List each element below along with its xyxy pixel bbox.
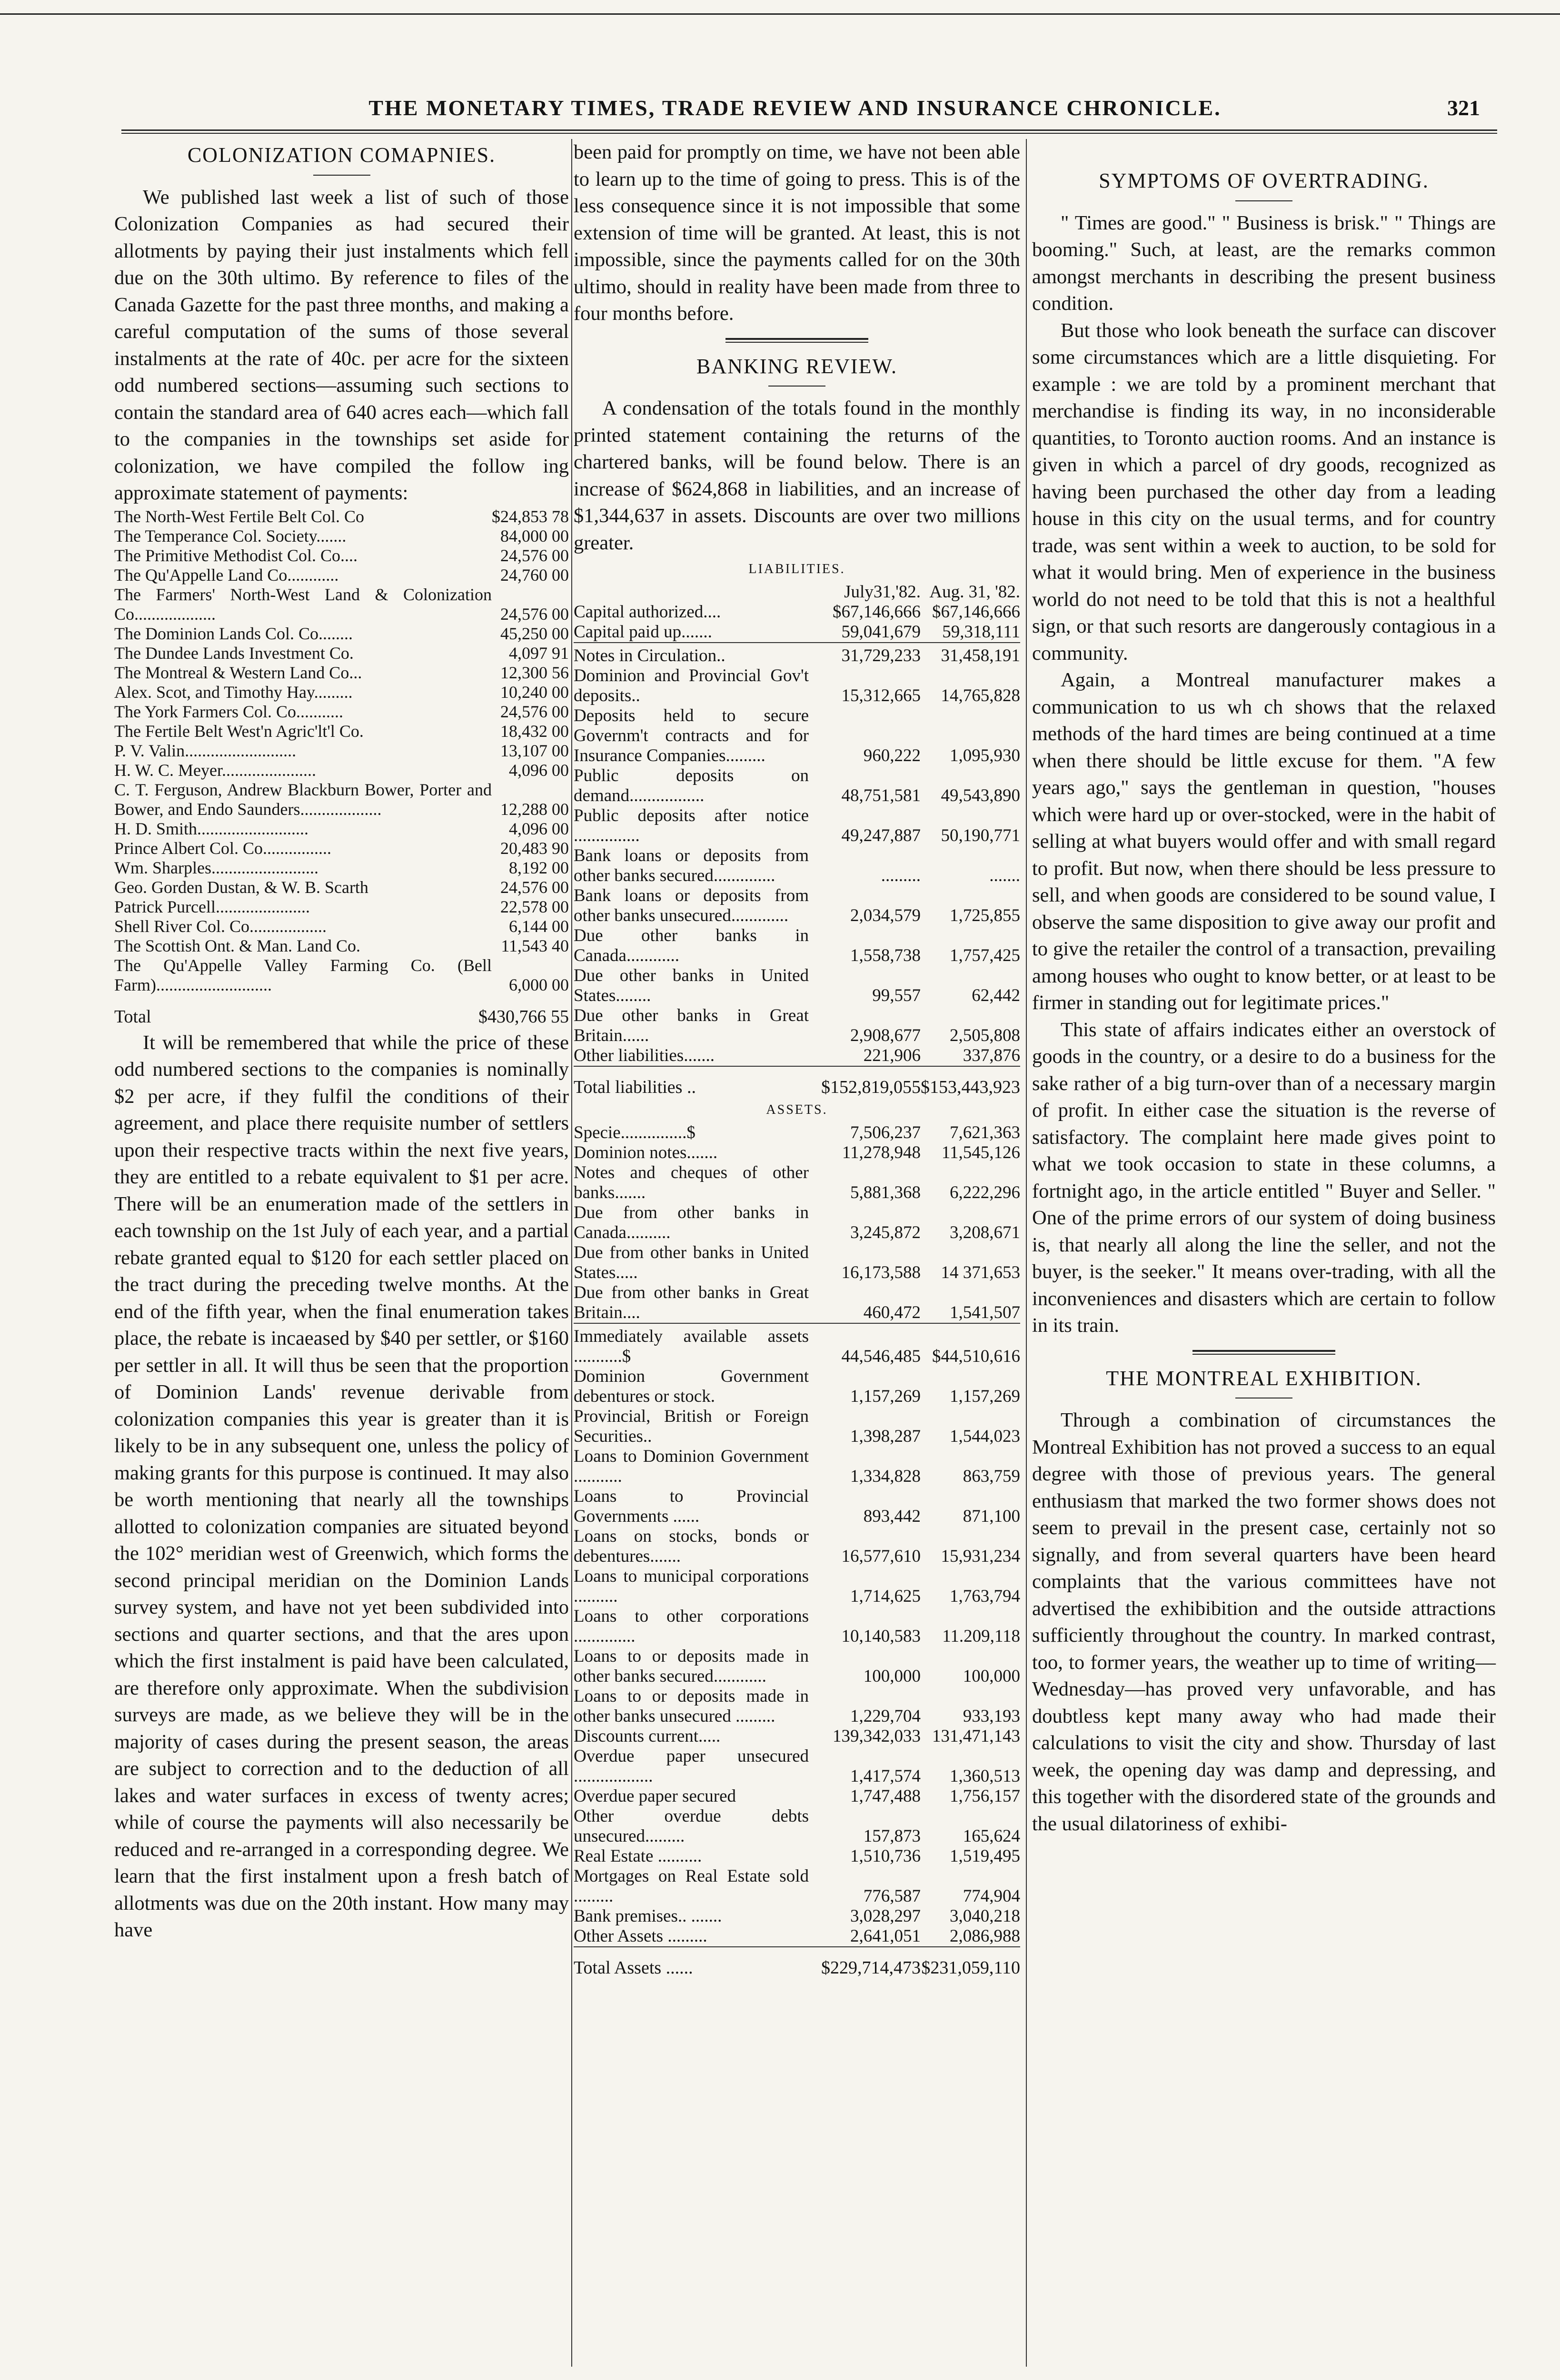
bank-row-label: Mortgages on Real Estate sold ......... — [574, 1866, 809, 1906]
bank-value-aug: 100,000 — [963, 1666, 1020, 1686]
bank-row-label: Immediately available assets ...........$ — [574, 1327, 809, 1366]
payment-amount: 11,543 40 — [501, 936, 569, 955]
section-rule — [1192, 1350, 1335, 1355]
payment-row — [114, 644, 569, 663]
bank-value-aug: 3,208,671 — [950, 1223, 1020, 1242]
payment-row — [114, 761, 569, 780]
bank-row-label: Public deposits after notice ............... — [574, 806, 809, 845]
bank-value-july: 1,747,488 — [850, 1786, 921, 1806]
bank-row-label: Capital paid up....... — [574, 622, 712, 642]
payment-company: The Qu'Appelle Valley Farming Co. (Bell Farm)........................... — [114, 955, 492, 994]
colonization-intro: We published last week a list of such of those Colonization Companies as had secured their allotments by paying their just instalments which fell due on the 30th ultimo. By reference to files of the Canada Gazette for the past three months, and making a careful computation of the sums of those several instalments at the rate of 40c. per acre for the sixteen odd numbered sections—assuming such sections to contain the standard area of 640 acres each—which fall to the companies in the townships set aside for colonization, we have compiled the follow ing approximate statement of payments: — [114, 186, 569, 504]
running-header: THE MONETARY TIMES, TRADE REVIEW AND INSURANCE CHRONICLE. — [368, 96, 1222, 120]
bank-value-aug: 1,095,930 — [950, 746, 1020, 765]
payment-row — [114, 624, 569, 644]
bank-value-july: 59,041,679 — [841, 622, 921, 642]
bank-row — [574, 1527, 1020, 1567]
bank-value-july: 16,173,588 — [841, 1263, 921, 1282]
bank-rule — [574, 1066, 1020, 1070]
payment-row — [114, 936, 569, 956]
payment-amount: 24,576 00 — [500, 702, 569, 721]
bank-row — [574, 926, 1020, 966]
section-label: LIABILITIES. — [748, 562, 845, 576]
bank-row-label: Due other banks in Canada............ — [574, 926, 809, 965]
page-number: 321 — [1447, 96, 1480, 120]
payment-row — [114, 878, 569, 897]
bank-row-label: Notes in Circulation.. — [574, 646, 725, 665]
bank-value-aug: 62,442 — [972, 986, 1020, 1005]
payment-amount: 6,000 00 — [509, 975, 569, 994]
column-1 — [114, 139, 569, 1944]
bank-row-label: Due from other banks in Canada.......... — [574, 1203, 809, 1242]
payment-row — [114, 663, 569, 683]
payment-amount: 18,432 00 — [500, 721, 569, 741]
payment-company: H. D. Smith.......................... — [114, 819, 309, 838]
payment-amount: 45,250 00 — [500, 624, 569, 643]
bank-row-label: Notes and cheques of other banks....... — [574, 1163, 809, 1202]
bank-value-aug: 2,086,988 — [950, 1926, 1020, 1946]
bank-value-july: 1,510,736 — [850, 1846, 921, 1866]
payment-company: P. V. Valin.......................... — [114, 741, 297, 760]
payment-row — [114, 585, 569, 624]
banking-heading: BANKING REVIEW. — [696, 354, 897, 378]
payment-amount: 12,288 00 — [500, 799, 569, 819]
bank-row-label: Other Assets ......... — [574, 1926, 707, 1946]
bank-row — [574, 1926, 1020, 1947]
bank-value-aug: 1,756,157 — [950, 1786, 1020, 1806]
bank-row — [574, 1163, 1020, 1203]
bank-row-label: Loans to Dominion Government ........... — [574, 1447, 809, 1486]
bank-row — [574, 766, 1020, 806]
bank-row-label: Overdue paper secured — [574, 1786, 736, 1806]
bank-row — [574, 1806, 1020, 1846]
payment-company: Wm. Sharples......................... — [114, 858, 318, 877]
bank-row — [574, 1367, 1020, 1407]
bank-value-july: 44,546,485 — [841, 1347, 921, 1366]
payment-amount: 4,096 00 — [509, 760, 569, 780]
bank-row — [574, 886, 1020, 926]
bank-value-aug: 7,621,363 — [950, 1123, 1020, 1142]
bank-value-aug: 131,471,143 — [932, 1726, 1020, 1746]
bank-value-july: 7,506,237 — [850, 1123, 921, 1142]
bank-row-label: Loans to municipal corporations .......... — [574, 1567, 809, 1606]
rule-cell — [574, 643, 1020, 646]
bank-row — [574, 646, 1020, 666]
bank-row-label: Bank loans or deposits from other banks unsecured............. — [574, 886, 809, 925]
payment-row — [114, 858, 569, 878]
short-rule — [1235, 200, 1292, 201]
short-rule — [313, 175, 370, 176]
payment-company: The Scottish Ont. & Man. Land Co. — [114, 936, 360, 955]
bank-row — [574, 1950, 1020, 1978]
bank-value-july: 893,442 — [863, 1507, 921, 1526]
bank-row — [574, 1567, 1020, 1606]
payment-amount: 24,760 00 — [500, 565, 569, 585]
bank-row-label: Due from other banks in United States..... — [574, 1243, 809, 1282]
bank-row-label: Dominion notes....... — [574, 1143, 718, 1162]
bank-value-july: 157,873 — [863, 1826, 921, 1846]
column-3 — [1032, 139, 1496, 1837]
bank-row — [574, 602, 1020, 622]
bank-value-aug: 1,763,794 — [950, 1587, 1020, 1606]
payments-total — [114, 1000, 569, 1027]
bank-value-aug: 59,318,111 — [942, 622, 1020, 642]
payment-amount: 8,192 00 — [509, 858, 569, 877]
payment-company: Alex. Scot, and Timothy Hay......... — [114, 682, 353, 702]
payment-amount: 20,483 90 — [500, 838, 569, 858]
payment-amount: 24,576 00 — [500, 604, 569, 624]
bank-row-label: Specie...............$ — [574, 1123, 696, 1142]
bank-row-label: Loans to or deposits made in other banks unsecured ......... — [574, 1686, 809, 1726]
payment-row — [114, 741, 569, 761]
col-head-july: July31,'82. — [844, 582, 921, 602]
payment-company: The Farmers' North-West Land & Colonization Co................... — [114, 585, 492, 624]
payment-company: Geo. Gorden Dustan, & W. B. Scarth — [114, 877, 368, 897]
bank-value-july: 16,577,610 — [841, 1547, 921, 1566]
payment-row — [114, 897, 569, 917]
bank-table — [574, 556, 1020, 1978]
bank-row — [574, 1846, 1020, 1866]
payment-row — [114, 839, 569, 858]
bank-value-aug: 14,765,828 — [941, 686, 1020, 705]
bank-row-label: Loans on stocks, bonds or debentures....... — [574, 1527, 809, 1566]
banking-intro: A condensation of the totals found in the monthly printed statement containing the returns of the chartered banks, will be found below. There is an increase of $624,868 in liabilities, and an increase of $1,344,637 in assets. Discounts are over two millions greater. — [574, 397, 1020, 554]
bank-row-label: Deposits held to secure Governm't contracts and for Insurance Companies......... — [574, 706, 809, 765]
payment-company: H. W. C. Meyer...................... — [114, 760, 317, 780]
payment-row — [114, 565, 569, 585]
bank-row-label: Due other banks in Great Britain...... — [574, 1006, 809, 1045]
bank-value-aug: 1,360,513 — [950, 1766, 1020, 1786]
bank-value-july: 776,587 — [863, 1886, 921, 1906]
payment-company: The York Farmers Col. Co........... — [114, 702, 344, 721]
bank-value-july: 99,557 — [872, 986, 921, 1005]
bank-value-july: $67,146,666 — [833, 602, 921, 622]
overtrading-paragraph: But those who look beneath the surface can discover some circumstances which are a little disquieting. For example : we are told by a prominent merchant that merchandise is finding its way, in no inconsiderable quantities, to Toronto auction rooms. And an instance is given in which a parcel of dry goods, recognized as having been purchased the other day from a leading house in this city on the usual terms, and for country trade, was sent within a week to auction, to be sold for what it would bring. Men of experience in the business world do not need to be told that this is not a healthful sign, or that such resorts are dangerously contagious in a community. — [1032, 319, 1496, 664]
bank-row — [574, 1447, 1020, 1487]
colonization-heading: COLONIZATION COMAPNIES. — [187, 143, 496, 167]
bank-row — [574, 1606, 1020, 1646]
overtrading-paragraph: This state of affairs indicates either an overstock of goods in the country, or a desire to do a business for the sake rather of a big turn-over than of a necessary margin of profit. In either case the situation is the reverse of satisfactory. The complaint here made gives point to what we took occasion to state in these columns, a fortnight ago, in the article entitled " Buyer and Seller. " One of the prime errors of our system of doing business is, that nearly all along the line the seller, and not the buyer, is the seeker." It means over-trading, with all the inconveniences and disasters which are certain to follow in its train. — [1032, 1018, 1496, 1337]
bank-row — [574, 1327, 1020, 1367]
bank-rule — [574, 643, 1020, 646]
bank-row-label: Provincial, British or Foreign Securities.. — [574, 1407, 809, 1446]
bank-value-july: 139,342,033 — [833, 1726, 921, 1746]
section-rule — [725, 338, 868, 343]
bank-value-aug: 863,759 — [963, 1467, 1020, 1486]
bank-value-july: 2,641,051 — [850, 1926, 921, 1946]
bank-value-aug: 165,624 — [963, 1826, 1020, 1846]
bank-row — [574, 1143, 1020, 1163]
bank-value-aug: $44,510,616 — [932, 1347, 1020, 1366]
bank-value-aug: 3,040,218 — [950, 1906, 1020, 1926]
total-label: Total — [114, 1006, 151, 1027]
bank-value-july: ......... — [881, 866, 921, 885]
payment-amount: 22,578 00 — [500, 897, 569, 916]
bank-value-july: 31,729,233 — [841, 646, 921, 665]
bank-value-aug: 1,541,507 — [950, 1303, 1020, 1322]
bank-value-aug: 1,544,023 — [950, 1427, 1020, 1446]
bank-value-july: 1,417,574 — [850, 1766, 921, 1786]
bank-value-july: 5,881,368 — [850, 1183, 921, 1202]
bank-row-label: Public deposits on demand................. — [574, 766, 809, 805]
bank-value-aug: 1,757,425 — [950, 946, 1020, 965]
payment-amount: 12,300 56 — [500, 663, 569, 682]
bank-section-title — [574, 1097, 1020, 1123]
bank-value-july: 1,229,704 — [850, 1706, 921, 1726]
bank-value-july: 3,245,872 — [850, 1223, 921, 1242]
overtrading-paragraph: " Times are good." " Business is brisk." " Things are booming." Such, at least, are the remarks common amongst merchants in describing the present business condition. — [1032, 211, 1496, 315]
bank-row-label: Total Assets ...... — [574, 1958, 693, 1978]
bank-row — [574, 1786, 1020, 1806]
short-rule — [768, 386, 825, 387]
overtrading-heading: SYMPTOMS OF OVERTRADING. — [1099, 169, 1429, 192]
bank-row-label: Due from other banks in Great Britain.... — [574, 1283, 809, 1322]
blank-cell — [574, 582, 809, 602]
colonization-body: It will be remembered that while the price of these odd numbered sections to the companies is nominally $2 per acre, if they fulfil the conditions of their agreement, and place there requisite number of settlers upon their respective tracts within the next five years, they are entitled to a rebate equivalent to $1 per acre. There will be an enumeration made of the settlers in each township on the 1st July of each year, and a partial rebate granted equal to $120 for each settler placed on the tract during the preceding twelve months. At the end of the fifth year, when the final enumeration takes place, the rebate is incaeased by $40 per settler, or $160 per settler in all. It will thus be seen that the proportion of Dominion Lands' revenue derivable from colonization companies this year is greater than it is likely to be in any subsequent one, unless the policy of making grants for this purpose is continued. It may also be worth mentioning that nearly all the townships allotted to colonization companies are situated beyond the 102° meridian west of Greenwich, which forms the second principal meridian on the Dominion Lands survey system, and have not yet been subdivided into sections and quarter sections, and that the ares upon which the first instalment is paid have been calculated, are therefore only approximate. When the subdivision surveys are made, as we believe they will be in the majority of cases during the present season, the areas are subject to correction and to the deduction of all lakes and water surfaces in excess of twenty acres; while of course the payments will also necessarily be reduced and re-arranged in a corresponding degree. We learn that the first instalment upon a fresh batch of allotments was due on the 20th instant. How many may have — [114, 1031, 569, 1941]
bank-row — [574, 1070, 1020, 1097]
bank-value-aug: 50,190,771 — [941, 826, 1020, 845]
bank-row-label: Total liabilities .. — [574, 1077, 696, 1097]
payment-company: The North-West Fertile Belt Col. Co — [114, 506, 365, 526]
bank-value-july: 49,247,887 — [841, 826, 921, 845]
bank-value-july: 960,222 — [863, 746, 921, 765]
bank-value-july: 460,472 — [863, 1303, 921, 1322]
bank-value-aug: 11.209,118 — [942, 1626, 1020, 1646]
rule-cell — [574, 1947, 1020, 1950]
bank-row — [574, 1906, 1020, 1926]
bank-value-aug: 871,100 — [963, 1507, 1020, 1526]
bank-row-label: Dominion Government debentures or stock. — [574, 1367, 809, 1406]
bank-row-label: Dominion and Provincial Gov't deposits.. — [574, 666, 809, 705]
bank-body — [574, 556, 1020, 1978]
bank-row — [574, 1243, 1020, 1283]
payment-company: The Primitive Methodist Col. Co.... — [114, 545, 358, 565]
bank-value-july: 1,398,287 — [850, 1427, 921, 1446]
bank-row-label: Loans to Provincial Governments ...... — [574, 1487, 809, 1526]
bank-row-label: Real Estate .......... — [574, 1846, 702, 1866]
payment-amount: 4,096 00 — [509, 819, 569, 838]
col-head-aug: Aug. 31, '82. — [929, 582, 1020, 602]
overtrading-body — [1032, 210, 1496, 1339]
payment-row — [114, 819, 569, 839]
bank-rule — [574, 1323, 1020, 1327]
rule-cell — [574, 1066, 1020, 1070]
bank-value-aug: 774,904 — [963, 1886, 1020, 1906]
bank-row-label: Bank loans or deposits from other banks secured.............. — [574, 846, 809, 885]
bank-row — [574, 1203, 1020, 1243]
bank-row — [574, 1046, 1020, 1066]
section-label: ASSETS. — [766, 1102, 828, 1117]
bank-row — [574, 806, 1020, 846]
bank-row-label: Other liabilities....... — [574, 1046, 715, 1065]
bank-value-aug: 49,543,890 — [941, 786, 1020, 805]
payment-amount: 13,107 00 — [500, 741, 569, 760]
bank-row-label: Other overdue debts unsecured......... — [574, 1806, 809, 1846]
bank-rule — [574, 1947, 1020, 1950]
bank-value-aug: 14 371,653 — [941, 1263, 1020, 1282]
payment-amount: 10,240 00 — [500, 682, 569, 702]
bank-value-july: 48,751,581 — [841, 786, 921, 805]
bank-row — [574, 1006, 1020, 1046]
payment-company: The Montreal & Western Land Co... — [114, 663, 362, 682]
payment-row — [114, 956, 569, 995]
bank-value-aug: 6,222,296 — [950, 1183, 1020, 1202]
exhibition-heading: THE MONTREAL EXHIBITION. — [1106, 1366, 1422, 1390]
bank-value-aug: $153,443,923 — [921, 1077, 1020, 1097]
bank-row-label: Capital authorized.... — [574, 602, 721, 622]
bank-row — [574, 706, 1020, 766]
bank-value-july: $229,714,473 — [821, 1958, 921, 1978]
payment-company: The Qu'Appelle Land Co............ — [114, 565, 339, 585]
rule-cell — [574, 1323, 1020, 1327]
column-divider-1 — [571, 139, 572, 2367]
payment-amount: 6,144 00 — [509, 916, 569, 936]
bank-value-aug: 337,876 — [963, 1046, 1020, 1065]
bank-value-july: 1,714,625 — [850, 1587, 921, 1606]
header-rule — [121, 129, 1497, 134]
bank-value-aug: 1,157,269 — [950, 1387, 1020, 1406]
bank-value-july: 15,312,665 — [841, 686, 921, 705]
bank-row-label: Loans to other corporations .............. — [574, 1606, 809, 1646]
payments-table — [114, 507, 569, 995]
bank-value-aug: $231,059,110 — [921, 1958, 1020, 1978]
bank-value-aug: 15,931,234 — [941, 1547, 1020, 1566]
bank-value-aug: ....... — [989, 866, 1020, 885]
bank-value-july: 11,278,948 — [842, 1143, 921, 1162]
payment-company: The Dominion Lands Col. Co........ — [114, 624, 353, 643]
payment-company: C. T. Ferguson, Andrew Blackburn Bower, Porter and Bower, and Endo Saunders................... — [114, 780, 492, 819]
bank-row-label: Discounts current..... — [574, 1726, 721, 1746]
payment-row — [114, 526, 569, 546]
bank-row-label: Overdue paper unsecured .................. — [574, 1746, 809, 1786]
colonization-continued: been paid for promptly on time, we have not been able to learn up to the time of going to press. This is of the less consequence since it is not impossible that some extension of time will be granted. At least, this is not impossible, since the payments called for on the 30th ultimo, should in reality have been made from three to four months before. — [574, 141, 1020, 325]
bank-value-july: 1,558,738 — [850, 946, 921, 965]
payment-amount: $24,853 78 — [492, 506, 569, 526]
bank-row-label: Due other banks in United States........ — [574, 966, 809, 1005]
bank-value-july: $152,819,055 — [821, 1077, 921, 1097]
payment-company: The Dundee Lands Investment Co. — [114, 643, 354, 663]
bank-row-label: Loans to or deposits made in other banks secured............ — [574, 1646, 809, 1686]
bank-value-july: 1,334,828 — [850, 1467, 921, 1486]
payment-company: Shell River Col. Co.................. — [114, 916, 327, 936]
payment-company: The Fertile Belt West'n Agric'lt'l Co. — [114, 721, 364, 741]
bank-row — [574, 846, 1020, 886]
payment-company: Prince Albert Col. Co................ — [114, 838, 331, 858]
payment-amount: 24,576 00 — [500, 545, 569, 565]
bank-value-july: 2,908,677 — [850, 1026, 921, 1045]
bank-value-aug: 11,545,126 — [941, 1143, 1020, 1162]
bank-row — [574, 666, 1020, 706]
payment-row — [114, 546, 569, 565]
bank-row — [574, 1283, 1020, 1323]
bank-value-aug: 933,193 — [963, 1706, 1020, 1726]
bank-value-july: 100,000 — [863, 1666, 921, 1686]
payment-row — [114, 917, 569, 936]
payment-amount: 84,000 00 — [500, 526, 569, 545]
bank-value-aug: 31,458,191 — [941, 646, 1020, 665]
bank-row-label: Bank premises.. ....... — [574, 1906, 722, 1926]
bank-value-july: 3,028,297 — [850, 1906, 921, 1926]
bank-value-aug: 1,519,495 — [950, 1846, 1020, 1866]
payment-row — [114, 683, 569, 702]
payment-amount: 4,097 91 — [509, 643, 569, 663]
total-value: $430,766 55 — [478, 1006, 569, 1027]
top-border — [0, 13, 1560, 15]
bank-row — [574, 1746, 1020, 1786]
bank-row — [574, 1123, 1020, 1143]
bank-row — [574, 1407, 1020, 1447]
column-divider-2 — [1026, 139, 1027, 2367]
exhibition-body: Through a combination of circumstances the Montreal Exhibition has not proved a success to an equal degree with those of previous years. The general enthusiasm that marked the two former shows does not seem to prevail in the present case, certainly not so signally, and from several quarters have been heard complaints that the various committees have not advertised the exhibibition and the outside attractions sufficiently throughout the country. In marked contrast, too, to former years, the weather up to time of writing—Wednesday—has proved very unfavorable, and has doubtless kept many away who had made their calculations to visit the city and show. Thursday of last week, the opening day was damp and depressing, and this together with the disordered state of the grounds and the usual dilatoriness of exhibi- — [1032, 1409, 1496, 1835]
bank-value-aug: $67,146,666 — [932, 602, 1020, 622]
payments-body — [114, 507, 569, 995]
payment-row — [114, 780, 569, 819]
bank-row — [574, 1726, 1020, 1746]
bank-section-title — [574, 556, 1020, 582]
bank-row — [574, 966, 1020, 1006]
bank-value-july: 10,140,583 — [841, 1626, 921, 1646]
payment-row — [114, 507, 569, 526]
bank-row — [574, 1646, 1020, 1686]
bank-row — [574, 622, 1020, 643]
bank-value-july: 1,157,269 — [850, 1387, 921, 1406]
bank-column-heads — [574, 582, 1020, 602]
bank-row — [574, 1686, 1020, 1726]
bank-row — [574, 1487, 1020, 1527]
bank-value-july: 2,034,579 — [850, 906, 921, 925]
bank-value-july: 221,906 — [863, 1046, 921, 1065]
column-2 — [574, 139, 1020, 1978]
bank-value-aug: 1,725,855 — [950, 906, 1020, 925]
payment-company: The Temperance Col. Society....... — [114, 526, 347, 545]
bank-value-aug: 2,505,808 — [950, 1026, 1020, 1045]
payment-amount: 24,576 00 — [500, 877, 569, 897]
payment-row — [114, 722, 569, 741]
bank-row — [574, 1866, 1020, 1906]
payment-company: Patrick Purcell...................... — [114, 897, 310, 916]
payment-row — [114, 702, 569, 722]
overtrading-paragraph: Again, a Montreal manufacturer makes a communication to us wh ch shows that the relaxed methods of the hard times are being continued at a time when there should be little excuse for them. "A few years ago," says the gentleman in question, "houses which were hard up or over-stocked, were in the habit of selling at what buyers would offer and with small regard to profit. But now, when there should be less pressure to sell, and when goods are considered to be sound value, I observe the same disposition to give away our profit and to give the retailer the control of a transaction, prevailing among houses who ought to know better, or at least to be firmer in standing out for legitimate prices." — [1032, 669, 1496, 1014]
